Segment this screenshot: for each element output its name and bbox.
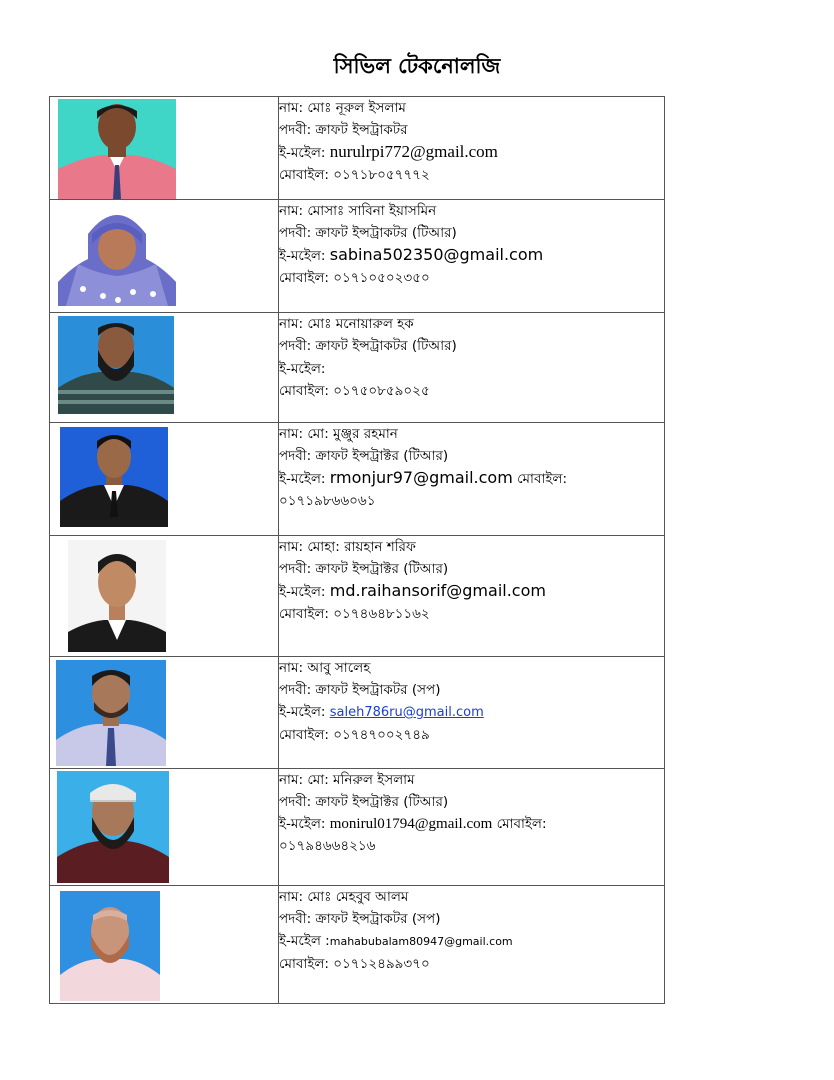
name-label: নাম: xyxy=(279,316,304,332)
staff-mobile: ০১৭৯৪৬৬৪২১৬ xyxy=(279,838,376,854)
name-label: নাম: xyxy=(279,539,304,555)
table-row xyxy=(50,657,665,769)
mobile-label: মোবাইল: xyxy=(279,727,329,743)
staff-email: mahabubalam80947@gmail.com xyxy=(329,935,513,948)
email-label: ই-মইেল: xyxy=(279,704,326,720)
name-label: নাম: xyxy=(279,772,304,788)
photo-cell xyxy=(50,886,279,1004)
staff-mobile: ০১৭১২৪৯৯৩৭০ xyxy=(333,956,430,972)
designation-label: পদবী: xyxy=(279,682,312,698)
staff-designation: ক্রাফট ইন্সট্রাক্টর (টিআর) xyxy=(315,794,449,810)
staff-photo xyxy=(68,540,166,652)
page-title: সিভিল টেকনোলজি xyxy=(333,54,501,78)
table-row xyxy=(50,769,665,886)
staff-designation: ক্রাফট ইন্সট্রাকটর (সপ) xyxy=(315,911,441,927)
staff-name: মো: মনিরুল ইসলাম xyxy=(307,772,415,788)
table-row xyxy=(50,97,665,200)
staff-name: মোহা: রায়হান শরিফ xyxy=(307,539,416,555)
staff-designation: ক্রাফট ইন্সট্রাকটর (সপ) xyxy=(315,682,441,698)
staff-photo xyxy=(56,660,166,766)
staff-email: monirul01794@gmail.com xyxy=(329,816,493,832)
mobile-label: মোবাইল: xyxy=(279,606,329,622)
info-cell xyxy=(279,536,665,657)
email-label: ই-মইেল: xyxy=(279,816,326,832)
staff-designation: ক্রাফট ইন্সট্রাক্টর (টিআর) xyxy=(315,561,449,577)
staff-name: মো: মুঞ্জুর রহমান xyxy=(307,426,398,442)
staff-photo xyxy=(58,99,176,199)
staff-name: মোসাঃ সাবিনা ইয়াসমিন xyxy=(307,203,437,219)
photo-cell xyxy=(50,657,279,769)
staff-email-link[interactable]: saleh786ru@gmail.com xyxy=(329,705,484,720)
email-label: ই-মইেল: xyxy=(279,584,326,600)
designation-label: পদবী: xyxy=(279,794,312,810)
designation-label: পদবী: xyxy=(279,911,312,927)
staff-name: মোঃ নূরুল ইসলাম xyxy=(307,100,406,116)
staff-email: rmonjur97@gmail.com xyxy=(329,468,513,487)
name-label: নাম: xyxy=(279,100,304,116)
info-cell xyxy=(279,97,665,200)
staff-name: মোঃ মেহবুব আলম xyxy=(307,889,409,905)
staff-designation: ক্রাফট ইন্সট্রাকটর xyxy=(315,122,408,138)
email-label: ই-মইেল: xyxy=(279,361,326,377)
table-row xyxy=(50,313,665,423)
staff-mobile: ০১৭৪৬৪৮১১৬২ xyxy=(333,606,430,622)
table-row xyxy=(50,886,665,1004)
staff-photo xyxy=(60,891,160,1001)
table-row xyxy=(50,423,665,536)
designation-label: পদবী: xyxy=(279,338,312,354)
staff-designation: ক্রাফট ইন্সট্রাকটর (টিআর) xyxy=(315,338,457,354)
designation-label: পদবী: xyxy=(279,561,312,577)
email-label: ই-মইেল: xyxy=(279,145,326,161)
photo-cell xyxy=(50,423,279,536)
name-label: নাম: xyxy=(279,426,304,442)
photo-cell xyxy=(50,536,279,657)
designation-label: পদবী: xyxy=(279,225,312,241)
staff-mobile: ০১৭১০৫০২৩৫০ xyxy=(333,270,430,286)
designation-label: পদবী: xyxy=(279,448,312,464)
photo-cell xyxy=(50,313,279,423)
info-cell xyxy=(279,769,665,886)
staff-photo xyxy=(57,771,169,883)
mobile-label: মোবাইল: xyxy=(279,167,329,183)
mobile-label: মোবাইল: xyxy=(279,383,329,399)
staff-email: nurulrpi772@gmail.com xyxy=(329,142,498,161)
table-row xyxy=(50,536,665,657)
staff-photo xyxy=(60,427,168,527)
email-label: ই-মইেল: xyxy=(279,248,326,264)
staff-designation: ক্রাফট ইন্সট্রাক্টর (টিআর) xyxy=(315,448,449,464)
staff-photo xyxy=(58,316,174,414)
name-label: নাম: xyxy=(279,889,304,905)
staff-email: sabina502350@gmail.com xyxy=(329,245,544,264)
designation-label: পদবী: xyxy=(279,122,312,138)
mobile-label: মোবাইল: xyxy=(279,956,329,972)
staff-photo xyxy=(58,204,176,306)
email-label: ই-মইেল: xyxy=(279,471,326,487)
staff-mobile: ০১৭১৯৮৬৬০৬১ xyxy=(279,493,376,509)
staff-mobile: ০১৭১৮০৫৭৭৭২ xyxy=(333,167,430,183)
info-cell xyxy=(279,886,665,1004)
staff-email: md.raihansorif@gmail.com xyxy=(329,581,546,600)
name-label: নাম: xyxy=(279,660,304,676)
mobile-label: মোবাইল: xyxy=(517,471,568,487)
info-cell xyxy=(279,657,665,769)
mobile-label: মোবাইল: xyxy=(496,816,547,832)
photo-cell xyxy=(50,200,279,313)
staff-designation: ক্রাফট ইন্সট্রাকটর (টিআর) xyxy=(315,225,457,241)
info-cell xyxy=(279,200,665,313)
table-row xyxy=(50,200,665,313)
photo-cell xyxy=(50,97,279,200)
photo-cell xyxy=(50,769,279,886)
staff-table xyxy=(49,96,665,1004)
info-cell xyxy=(279,313,665,423)
name-label: নাম: xyxy=(279,203,304,219)
staff-name: মোঃ মনোয়ারুল হক xyxy=(307,316,414,332)
staff-mobile: ০১৭৫০৮৫৯০২৫ xyxy=(333,383,430,399)
info-cell xyxy=(279,423,665,536)
mobile-label: মোবাইল: xyxy=(279,270,329,286)
staff-mobile: ০১৭৪৭০০২৭৪৯ xyxy=(333,727,430,743)
email-label: ই-মইেল : xyxy=(279,933,330,949)
staff-name: আবু সালেহ xyxy=(307,660,371,676)
